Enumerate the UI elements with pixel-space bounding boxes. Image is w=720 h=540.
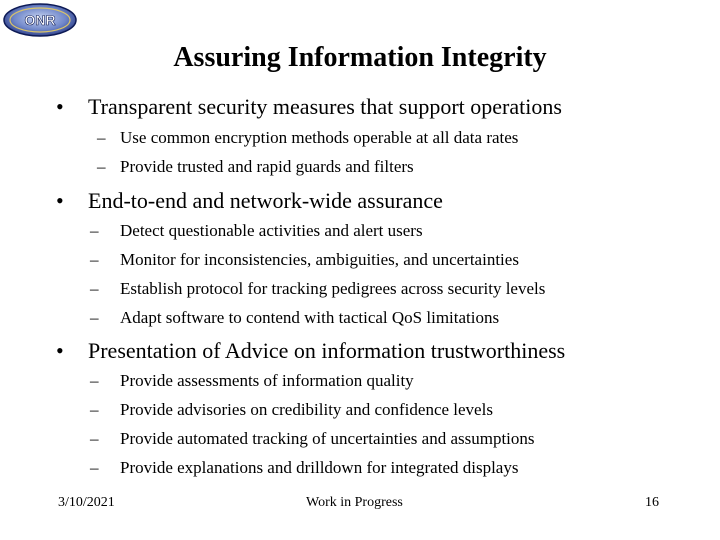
bullet-dot: • <box>56 338 64 363</box>
footer-date: 3/10/2021 <box>58 495 115 510</box>
bullet-text: End-to-end and network-wide assurance <box>88 188 443 213</box>
sub-dash: – <box>90 400 99 419</box>
sub-text: Provide trusted and rapid guards and filters <box>120 157 414 176</box>
sub-text: Use common encryption methods operable at all data rates <box>120 128 519 147</box>
footer-page-number: 16 <box>645 495 659 510</box>
sub-dash: – <box>90 250 99 269</box>
sub-text: Provide advisories on credibility and confidence levels <box>120 400 493 419</box>
sub-text: Provide explanations and drilldown for integrated displays <box>120 458 519 477</box>
bullet-dot: • <box>56 188 64 213</box>
sub-text: Provide assessments of information quality <box>120 371 414 390</box>
sub-dash: – <box>97 157 106 176</box>
sub-text: Establish protocol for tracking pedigrees across security levels <box>120 279 546 298</box>
bullet-text: Presentation of Advice on information trustworthiness <box>88 338 566 363</box>
sub-dash: – <box>90 308 99 327</box>
footer-center-text: Work in Progress <box>306 495 403 510</box>
bullet-text: Transparent security measures that support operations <box>88 94 562 119</box>
sub-dash: – <box>90 458 99 477</box>
logo-text: ONR <box>24 12 56 28</box>
bullet-dot: • <box>56 94 64 119</box>
sub-dash: – <box>90 429 99 448</box>
onr-logo-icon <box>2 2 78 38</box>
sub-text: Provide automated tracking of uncertainties and assumptions <box>120 429 535 448</box>
sub-dash: – <box>90 371 99 390</box>
sub-dash: – <box>90 221 99 240</box>
sub-dash: – <box>97 128 106 147</box>
sub-text: Adapt software to contend with tactical QoS limitations <box>120 308 500 327</box>
sub-text: Monitor for inconsistencies, ambiguities, and uncertainties <box>120 250 519 269</box>
sub-text: Detect questionable activities and alert users <box>120 221 423 240</box>
sub-dash: – <box>90 279 99 298</box>
slide-title: Assuring Information Integrity <box>173 42 547 73</box>
